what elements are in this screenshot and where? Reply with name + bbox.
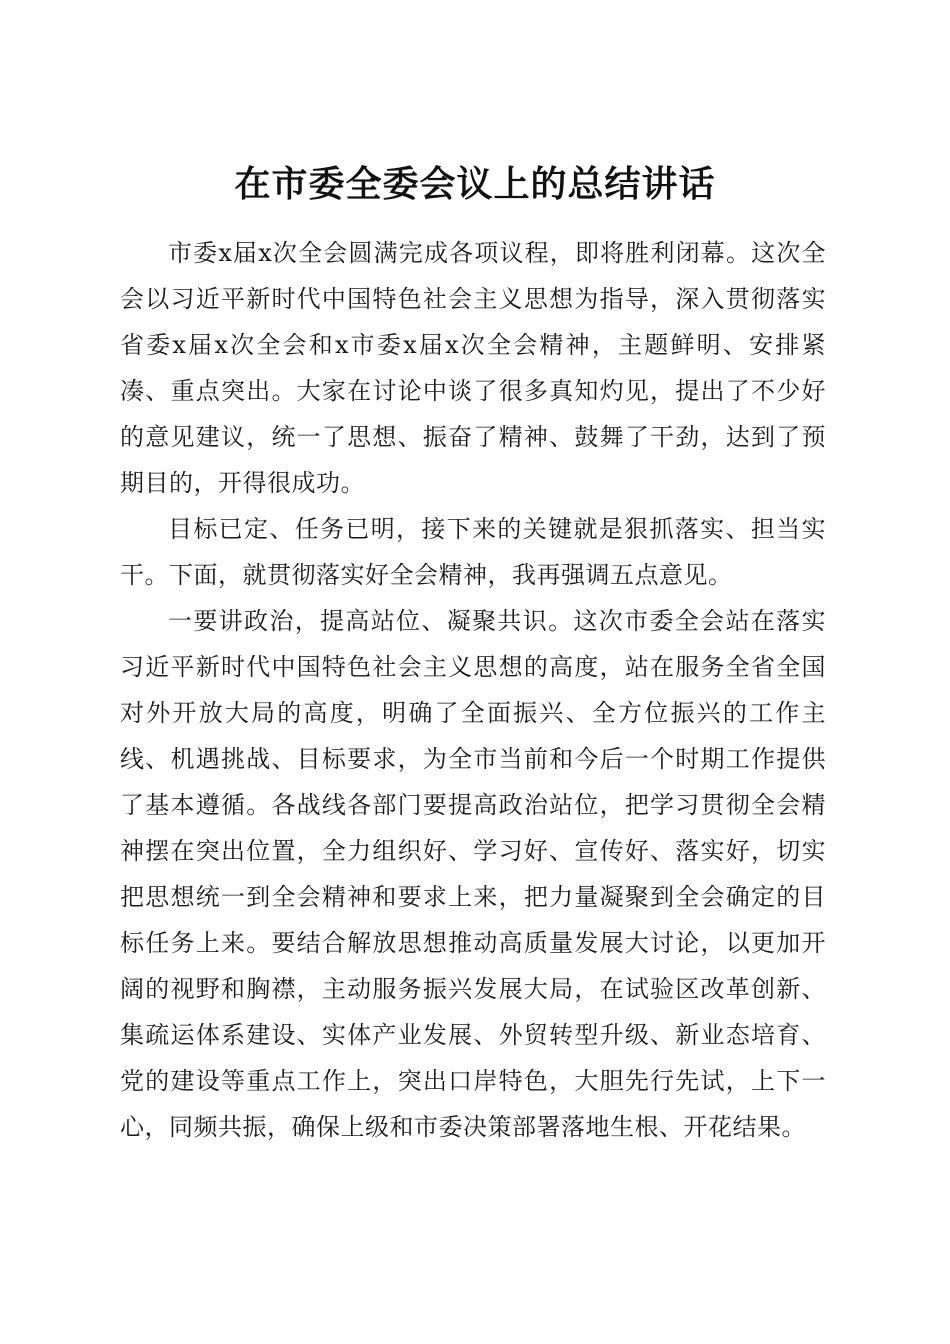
paragraph-point-one: 一要讲政治，提高站位、凝聚共识。这次市委全会站在落实习近平新时代中国特色社会主义思想的高度，站在服务全省全国对外开放大局的高度，明确了全面振兴、全方位振兴的工作主线、机遇挑战、目标要求，为全市当前和今后一个时期工作提供了基本遵循。各战线各部门要提高政治站位，把学习贯彻全会精神摆在突出位置，全力组织好、学习好、宣传好、落实好，切实把思想统一到全会精神和要求上来，把力量凝聚到全会确定的目标任务上来。要结合解放思想推动高质量发展大讨论，以更加开阔的视野和胸襟，主动服务振兴发展大局，在试验区改革创新、集疏运体系建设、实体产业发展、外贸转型升级、新业态培育、党的建设等重点工作上，突出口岸特色，大胆先行先试，上下一心，同频共振，确保上级和市委决策部署落地生根、开花结果。 bbox=[120, 607, 826, 1141]
document-body bbox=[120, 230, 826, 1150]
document-title: 在市委全委会议上的总结讲话 bbox=[234, 163, 716, 206]
paragraph-transition: 目标已定、任务已明，接下来的关键就是狠抓落实、担当实干。下面，就贯彻落实好全会精神，我再强调五点意见。 bbox=[120, 515, 826, 589]
paragraph-opening: 市委x届x次全会圆满完成各项议程，即将胜利闭幕。这次全会以习近平新时代中国特色社会主义思想为指导，深入贯彻落实省委x届x次全会和x市委x届x次全会精神，主题鲜明、安排紧凑、重点突出。大家在讨论中谈了很多真知灼见，提出了不少好的意见建议，统一了思想、振奋了精神、鼓舞了干劲，达到了预期目的，开得很成功。 bbox=[120, 239, 826, 497]
